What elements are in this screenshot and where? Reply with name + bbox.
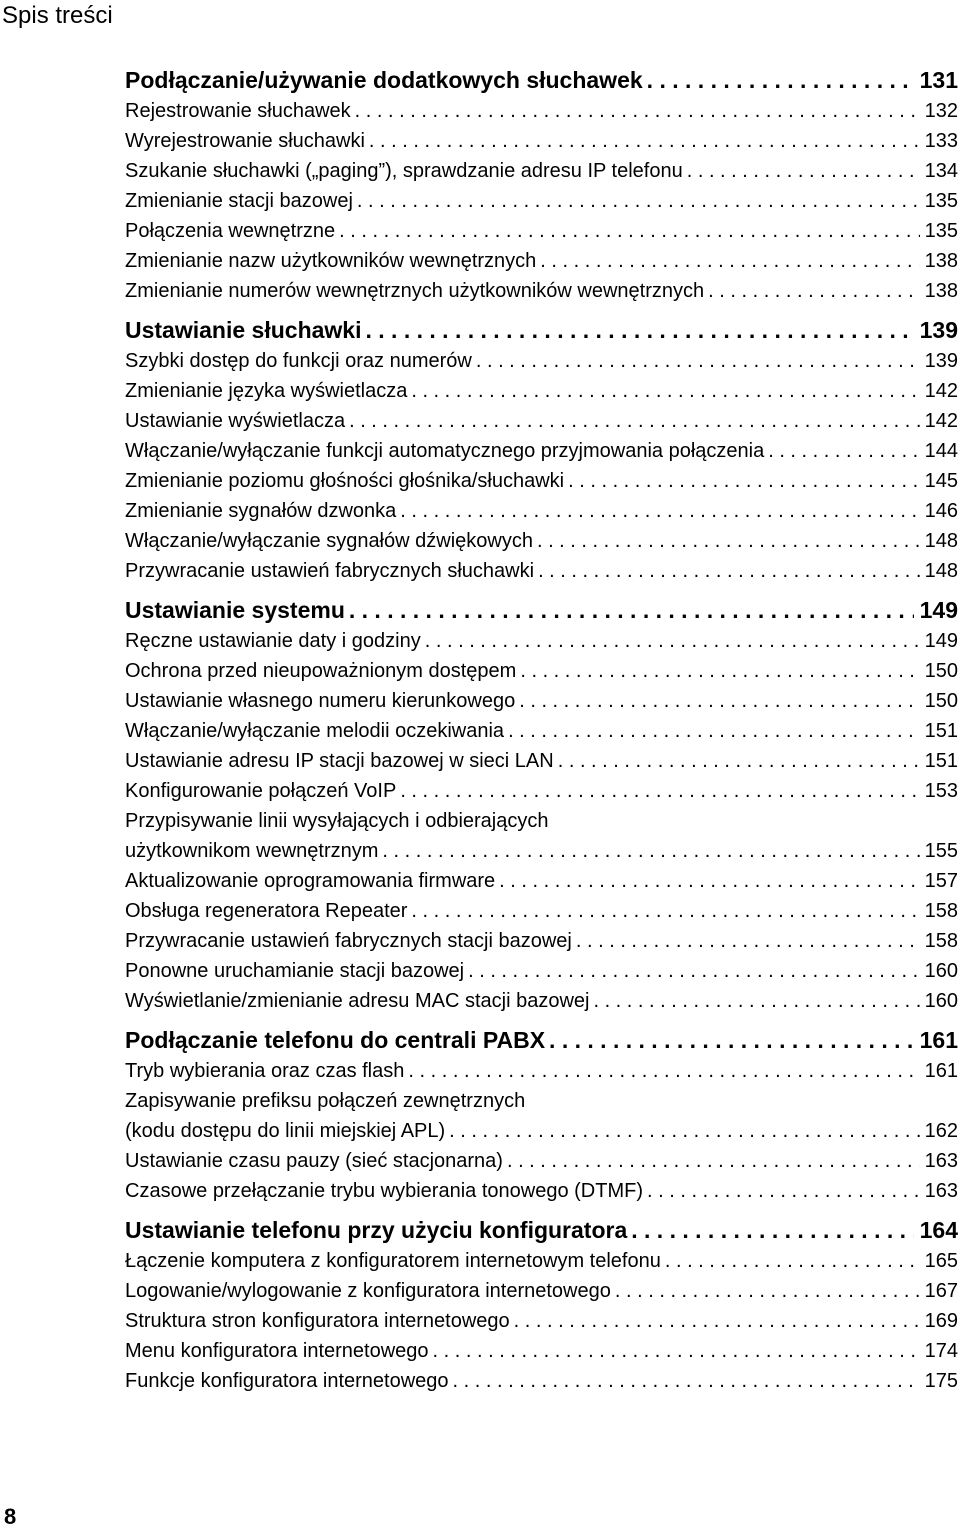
toc-entry-page: 151: [924, 750, 958, 772]
dot-leader: [408, 1056, 920, 1086]
dot-leader: [400, 496, 920, 526]
toc-entry[interactable]: [125, 1336, 958, 1366]
toc-section-heading[interactable]: [125, 1024, 958, 1056]
dot-leader: [687, 156, 920, 186]
toc-entry[interactable]: [125, 716, 958, 746]
toc-entry-label: Szybki dostęp do funkcji oraz numerów: [125, 350, 472, 372]
toc-entry[interactable]: [125, 806, 958, 866]
toc-entry[interactable]: [125, 746, 958, 776]
toc-entry-label: Obsługa regeneratora Repeater: [125, 900, 408, 922]
toc-entry-label: Funkcje konfiguratora internetowego: [125, 1370, 449, 1392]
toc-entry-label: Ustawianie adresu IP stacji bazowej w sieci LAN: [125, 750, 554, 772]
toc-entry-page: 149: [924, 630, 958, 652]
toc-entry-page: 138: [924, 250, 958, 272]
toc-entry-label: Ustawianie własnego numeru kierunkowego: [125, 690, 516, 712]
dot-leader: [514, 1306, 920, 1336]
dot-leader: [665, 1246, 920, 1276]
toc-entry[interactable]: [125, 1086, 958, 1146]
toc-section-title: Ustawianie systemu: [125, 597, 345, 623]
dot-leader: [339, 216, 920, 246]
dot-leader: [433, 1336, 920, 1366]
toc-entry-label: Wyświetlanie/zmienianie adresu MAC stacji bazowej: [125, 990, 590, 1012]
dot-leader: [357, 186, 920, 216]
toc-entry[interactable]: [125, 406, 958, 436]
toc-entry-label: Czasowe przełączanie trybu wybierania tonowego (DTMF): [125, 1180, 643, 1202]
dot-leader: [369, 126, 920, 156]
toc-entry[interactable]: [125, 216, 958, 246]
toc-entry[interactable]: [125, 926, 958, 956]
toc-entry-label: Włączanie/wyłączanie melodii oczekiwania: [125, 720, 505, 742]
toc-entry-page: 134: [924, 160, 958, 182]
toc-section-page: 149: [919, 597, 958, 623]
dot-leader: [349, 406, 920, 436]
toc-section-heading[interactable]: [125, 1214, 958, 1246]
toc-entry[interactable]: [125, 526, 958, 556]
toc-entry-label: Aktualizowanie oprogramowania firmware: [125, 870, 496, 892]
toc-entry-page: 142: [924, 380, 958, 402]
dot-leader: [647, 1176, 920, 1206]
toc-entry-page: 163: [924, 1180, 958, 1202]
toc-entry[interactable]: [125, 656, 958, 686]
toc-entry-label: Łączenie komputera z konfiguratorem internetowym telefonu: [125, 1250, 661, 1272]
dot-leader: [519, 686, 920, 716]
toc-entry[interactable]: [125, 1276, 958, 1306]
toc-entry[interactable]: [125, 686, 958, 716]
toc-entry-page: 163: [924, 1150, 958, 1172]
dot-leader: [615, 1276, 920, 1306]
toc-entry[interactable]: [125, 896, 958, 926]
toc-entry-page: 144: [924, 440, 958, 462]
dot-leader: [355, 96, 920, 126]
toc-entry[interactable]: [125, 1306, 958, 1336]
toc-section-heading[interactable]: [125, 594, 958, 626]
dot-leader: [449, 1116, 920, 1146]
toc-entry-page: 145: [924, 470, 958, 492]
toc-section: [125, 1024, 958, 1206]
dot-leader: [508, 716, 920, 746]
dot-leader: [576, 926, 920, 956]
toc-entry[interactable]: [125, 866, 958, 896]
toc-section: [125, 314, 958, 586]
toc-entry-label: Włączanie/wyłączanie funkcji automatycznego przyjmowania połączenia: [125, 440, 765, 462]
dot-leader: [411, 896, 920, 926]
toc-entry-line2: [125, 1116, 958, 1146]
toc-entry-page: 157: [924, 870, 958, 892]
table-of-contents: [125, 64, 958, 1396]
toc-entry[interactable]: [125, 246, 958, 276]
toc-entry-page: 174: [924, 1340, 958, 1362]
toc-entry-label-continued: (kodu dostępu do linii miejskiej APL): [125, 1120, 446, 1142]
toc-entry-page: 165: [924, 1250, 958, 1272]
toc-entry-label: Zmienianie języka wyświetlacza: [125, 380, 408, 402]
toc-entry[interactable]: [125, 376, 958, 406]
toc-entry[interactable]: [125, 986, 958, 1016]
toc-entry-label: Zmienianie nazw użytkowników wewnętrznych: [125, 250, 537, 272]
toc-section-heading[interactable]: [125, 314, 958, 346]
toc-entry-page: 153: [924, 780, 958, 802]
toc-section-page: 131: [919, 67, 958, 93]
toc-entry-label: Logowanie/wylogowanie z konfiguratora internetowego: [125, 1280, 611, 1302]
toc-entry-page: 150: [924, 690, 958, 712]
toc-entry-label: Ustawianie czasu pauzy (sieć stacjonarna): [125, 1150, 503, 1172]
toc-entry-label: Zmienianie stacji bazowej: [125, 190, 353, 212]
toc-entry[interactable]: [125, 1176, 958, 1206]
dot-leader: [453, 1366, 920, 1396]
toc-entry-page: 138: [924, 280, 958, 302]
toc-entry-page: 155: [924, 840, 958, 862]
toc-entry[interactable]: [125, 556, 958, 586]
toc-section-page: 161: [919, 1027, 958, 1053]
toc-entry-page: 132: [924, 100, 958, 122]
toc-entry-label: Rejestrowanie słuchawek: [125, 100, 351, 122]
toc-entry[interactable]: [125, 1056, 958, 1086]
toc-entry-label: Zmienianie sygnałów dzwonka: [125, 500, 397, 522]
toc-entry-page: 146: [924, 500, 958, 522]
page-number: 8: [4, 1504, 17, 1529]
toc-entry[interactable]: [125, 436, 958, 466]
dot-leader: [382, 836, 920, 866]
toc-entry-page: 169: [924, 1310, 958, 1332]
toc-entry-page: 135: [924, 190, 958, 212]
dot-leader: [411, 376, 920, 406]
toc-entry-page: 139: [924, 350, 958, 372]
toc-entry-page: 158: [924, 930, 958, 952]
toc-entry-page: 150: [924, 660, 958, 682]
dot-leader: [425, 626, 920, 656]
toc-entry-label: Ochrona przed nieupoważnionym dostępem: [125, 660, 517, 682]
dot-leader: [537, 526, 920, 556]
toc-entry-label: Szukanie słuchawki („paging”), sprawdzanie adresu IP telefonu: [125, 160, 683, 182]
toc-entry-label: Tryb wybierania oraz czas flash: [125, 1060, 405, 1082]
toc-section: [125, 594, 958, 1016]
toc-entry[interactable]: [125, 186, 958, 216]
toc-entry-label: Przywracanie ustawień fabrycznych stacji bazowej: [125, 930, 572, 952]
toc-entry-label: Ponowne uruchamianie stacji bazowej: [125, 960, 465, 982]
toc-entry-label: Włączanie/wyłączanie sygnałów dźwiękowych: [125, 530, 533, 552]
dot-leader: [558, 746, 920, 776]
toc-entry-page: 148: [924, 530, 958, 552]
dot-leader: [549, 1024, 914, 1056]
toc-entry-label: Zmienianie poziomu głośności głośnika/słuchawki: [125, 470, 565, 492]
dot-leader: [593, 986, 920, 1016]
toc-entry-page: 167: [924, 1280, 958, 1302]
toc-section-heading[interactable]: [125, 64, 958, 96]
toc-entry[interactable]: [125, 156, 958, 186]
toc-section-title: Ustawianie słuchawki: [125, 317, 362, 343]
toc-entry-page: 142: [924, 410, 958, 432]
dot-leader: [538, 556, 920, 586]
toc-entry[interactable]: [125, 626, 958, 656]
toc-entry-page: 160: [924, 990, 958, 1012]
toc-entry-label: Ręczne ustawianie daty i godziny: [125, 630, 421, 652]
toc-entry-label: Zmienianie numerów wewnętrznych użytkowników wewnętrznych: [125, 280, 705, 302]
toc-entry-page: 135: [924, 220, 958, 242]
toc-entry-label: Przypisywanie linii wysyłających i odbierających: [125, 810, 549, 832]
page-title: Spis treści: [2, 2, 113, 29]
toc-entry-page: 151: [924, 720, 958, 742]
toc-entry[interactable]: [125, 1246, 958, 1276]
toc-entry-line2: [125, 836, 958, 866]
toc-entry-page: 158: [924, 900, 958, 922]
dot-leader: [568, 466, 920, 496]
dot-leader: [540, 246, 920, 276]
toc-entry-page: 133: [924, 130, 958, 152]
toc-section-page: 139: [919, 317, 958, 343]
toc-entry-label: Menu konfiguratora internetowego: [125, 1340, 429, 1362]
toc-section: [125, 1214, 958, 1396]
toc-entry[interactable]: [125, 956, 958, 986]
toc-entry[interactable]: [125, 346, 958, 376]
dot-leader: [499, 866, 920, 896]
toc-entry-page: 148: [924, 560, 958, 582]
toc-entry[interactable]: [125, 96, 958, 126]
toc-entry-page: 162: [924, 1120, 958, 1142]
toc-entry[interactable]: [125, 466, 958, 496]
dot-leader: [349, 594, 914, 626]
toc-entry[interactable]: [125, 496, 958, 526]
toc-entry-label: Zapisywanie prefiksu połączeń zewnętrznych: [125, 1090, 526, 1112]
dot-leader: [400, 776, 920, 806]
dot-leader: [476, 346, 920, 376]
toc-entry[interactable]: [125, 126, 958, 156]
toc-entry-label: Ustawianie wyświetlacza: [125, 410, 346, 432]
toc-entry[interactable]: [125, 1146, 958, 1176]
toc-entry-page: 160: [924, 960, 958, 982]
toc-section: [125, 64, 958, 306]
toc-entry-label-continued: użytkownikom wewnętrznym: [125, 840, 379, 862]
dot-leader: [647, 64, 914, 96]
toc-entry-page: 161: [924, 1060, 958, 1082]
toc-section-title: Podłączanie/używanie dodatkowych słuchawek: [125, 67, 643, 93]
dot-leader: [507, 1146, 920, 1176]
toc-section-page: 164: [919, 1217, 958, 1243]
toc-section-title: Podłączanie telefonu do centrali PABX: [125, 1027, 546, 1053]
dot-leader: [468, 956, 920, 986]
toc-entry[interactable]: [125, 1366, 958, 1396]
dot-leader: [365, 314, 914, 346]
toc-entry-page: 175: [924, 1370, 958, 1392]
dot-leader: [708, 276, 920, 306]
toc-entry[interactable]: [125, 276, 958, 306]
toc-section-title: Ustawianie telefonu przy użyciu konfiguratora: [125, 1217, 628, 1243]
toc-entry[interactable]: [125, 776, 958, 806]
dot-leader: [768, 436, 920, 466]
toc-entry-label: Struktura stron konfiguratora internetowego: [125, 1310, 510, 1332]
toc-entry-label: Konfigurowanie połączeń VoIP: [125, 780, 397, 802]
dot-leader: [631, 1214, 914, 1246]
toc-entry-label: Wyrejestrowanie słuchawki: [125, 130, 365, 152]
toc-entry-label: Przywracanie ustawień fabrycznych słuchawki: [125, 560, 535, 582]
toc-entry-label: Połączenia wewnętrzne: [125, 220, 336, 242]
dot-leader: [520, 656, 920, 686]
